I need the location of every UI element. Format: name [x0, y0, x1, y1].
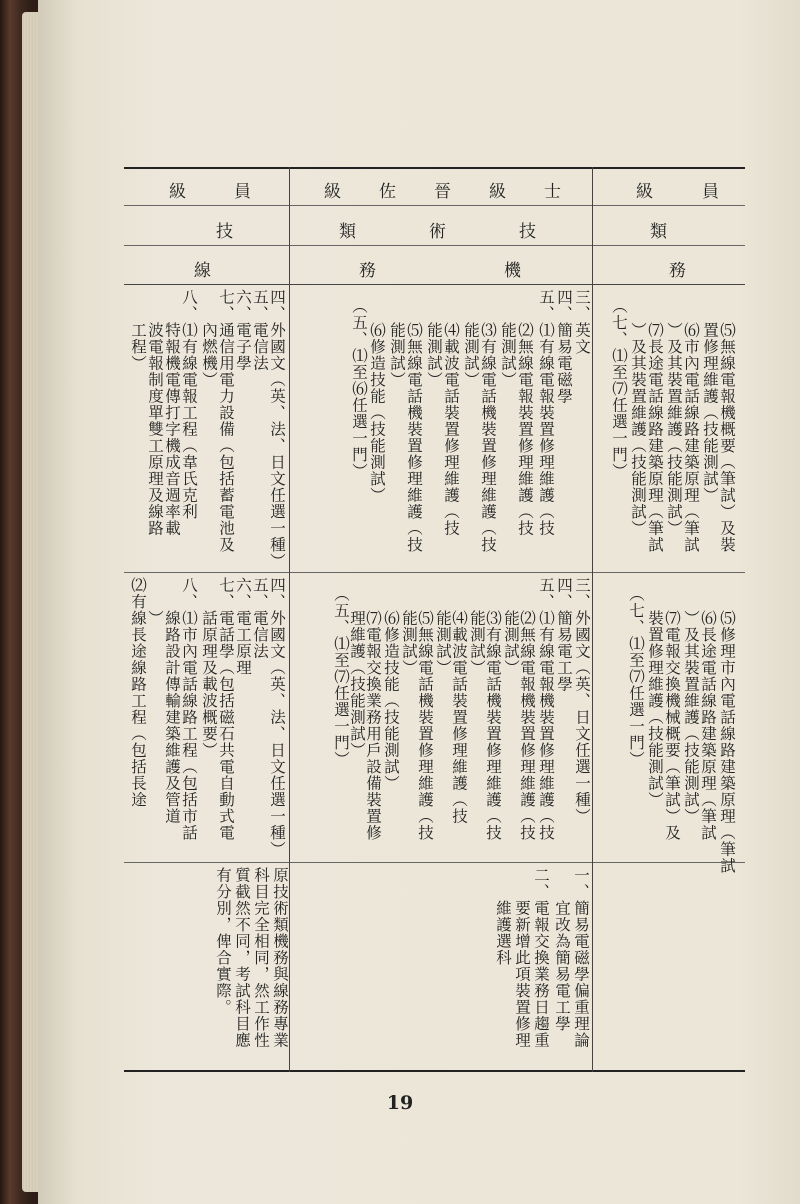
bottom-mid-col-6: ⑶有線電話機裝置修理維護（技 [484, 577, 502, 841]
bottom-left-col-6: 八、⑴市內電話線路工程（包括市話 [180, 577, 198, 841]
top-mid-col-8: ⑷載波電話裝置修理維護（技 [442, 289, 460, 537]
bottom-mid-col-3: 五、⑴有線電報機裝置修理維護（技 [537, 577, 555, 841]
bottom-mid-col-15: （五、⑴至⑺任選一門） [332, 577, 350, 768]
top-right-col-3: ⑹市內電話線路建築原理（筆試 [682, 289, 700, 553]
bottom-right-col-5: 裝置修理維護（技能測試） [646, 577, 664, 808]
bottom-mid-col-4: ⑵無線電報機裝置修理維護（技 [518, 577, 536, 841]
bottom-left-col-1: 四、外國文（英、法、日文任選一種） [268, 577, 286, 858]
header-rule-3 [124, 284, 745, 285]
bottom-mid-col-10: ⑸無線電話機裝置修理維護（技 [416, 577, 434, 841]
header-mid-3a: 務 [359, 261, 376, 281]
bottom-right-col-2: ⑹長途電話線路建築原理（筆試 [699, 577, 717, 841]
bottom-right-col-1: ⑸修理市內電話線路建築原理（筆試 [718, 577, 736, 874]
bottom-mid-col-1: 三、外國文（英、日文任選一種） [573, 577, 591, 825]
bottom-mid-col-5: 能測試） [502, 577, 520, 676]
top-left-col-1: 四、外國文（英、法、日文任選一種） [268, 289, 286, 570]
top-right-col-5: ⑺長途電話線路建築原理（筆試 [646, 289, 664, 553]
top-mid-col-10: ⑸無線電話機裝置修理維護（技 [405, 289, 423, 553]
top-right-col-7: （七、⑴至⑺任選一門） [610, 289, 628, 480]
section-rule-1 [124, 572, 745, 573]
top-mid-col-9: 能測試） [425, 289, 443, 388]
page-number: 19 [386, 1092, 414, 1114]
note-left-2: 科目完全相同，然工作性 [252, 867, 270, 1049]
bottom-mid-col-7: 能測試） [468, 577, 486, 676]
top-mid-col-2: 四、簡易電磁學 [555, 289, 573, 405]
header-mid-2b: 術 [429, 222, 446, 242]
header-mid-3b: 機 [504, 261, 521, 281]
header-mid-1b: 佐 [379, 182, 396, 202]
bottom-mid-col-12: ⑹修造技能（技能測試） [382, 577, 400, 792]
note-left-1: 原技術類機務與線務專業 [271, 867, 289, 1049]
header-left-1b: 員 [234, 182, 251, 202]
top-left-col-5: 內燃機） [200, 289, 218, 388]
top-right-col-1: ⑸無線電報機概要（筆試）及裝 [718, 289, 736, 553]
bottom-left-col-3: 六、電工原理 [234, 577, 252, 676]
top-mid-col-5: 能測試） [499, 289, 517, 388]
bottom-left-col-5: 話原理及載波概要） [200, 577, 218, 759]
bottom-mid-col-14: 理維護（技能測試） [348, 577, 366, 759]
top-mid-col-12: ⑹修造技能（技能測試） [368, 289, 386, 504]
header-mid-2c: 技 [519, 222, 536, 242]
bottom-mid-col-11: 能測試） [400, 577, 418, 676]
top-mid-col-4: ⑵無線電報裝置修理維護（技 [516, 289, 534, 537]
header-mid-1e: 士 [544, 182, 561, 202]
bottom-left-col-8: ） [146, 577, 164, 627]
header-mid-1d: 級 [489, 182, 506, 202]
header-right-1a: 級 [636, 182, 653, 202]
bottom-left-col-2: 五、電信法 [251, 577, 269, 660]
header-left-3a: 線 [194, 261, 211, 281]
top-mid-col-7: 能測試） [462, 289, 480, 388]
top-mid-col-3: 五、⑴有線電報裝置修理維護（技 [537, 289, 555, 537]
bottom-right-col-6: （七、⑴至⑺任選一門） [627, 577, 645, 768]
note-left-4: 有分別，俾合實際。 [214, 867, 232, 1016]
top-left-col-9: 工程） [129, 289, 147, 372]
top-mid-col-1: 三、英文 [573, 289, 591, 355]
note-middle-4: 要新增此項裝置修理 [513, 867, 531, 1049]
top-left-col-7: 特報機電傳打字機成音週率載 [163, 289, 181, 537]
header-mid-1a: 級 [324, 182, 341, 202]
header-right-3a: 務 [669, 261, 686, 281]
header-mid-2a: 類 [339, 222, 356, 242]
bottom-left-col-9: ⑵有線長途線路工程（包括長途 [129, 577, 147, 808]
table-top-rule [124, 167, 745, 169]
bottom-mid-col-13: ⑺電報交換業務用戶設備裝置修 [364, 577, 382, 841]
note-middle-5: 維護選科 [494, 867, 512, 966]
top-right-col-4: ）及其裝置維護（技能測試） [665, 289, 683, 537]
top-left-col-6: 八、⑴有線電報工程（韋氏克利 [180, 289, 198, 520]
top-mid-col-6: ⑶有線電話機裝置修理維護（技 [479, 289, 497, 553]
column-divider-left [289, 167, 290, 1072]
column-divider-right [592, 167, 593, 1072]
bottom-right-col-4: ⑺電報交換機械概要（筆試）及 [663, 577, 681, 841]
header-mid-1c: 晉 [434, 182, 451, 202]
top-left-col-8: 波電報制度單雙工原理及線路 [146, 289, 164, 537]
top-mid-col-11: 能測試） [388, 289, 406, 388]
section-rule-2 [124, 862, 745, 863]
bottom-right-col-3: ）及其裝置維護（技能測試） [682, 577, 700, 825]
top-right-col-2: 置修理維護（技能測試） [701, 289, 719, 504]
bottom-mid-col-9: 能測試） [434, 577, 452, 676]
header-rule-2 [124, 245, 745, 246]
header-left-1a: 級 [169, 182, 186, 202]
top-left-col-4: 七、通信用電力設備（包括蓄電池及 [217, 289, 235, 553]
top-mid-col-13: （五、⑴至⑹任選一門） [350, 289, 368, 480]
header-left-2a: 技 [216, 222, 233, 242]
header-right-2a: 類 [650, 222, 667, 242]
bottom-mid-col-8: ⑷載波電話裝置修理維護（技 [450, 577, 468, 825]
note-middle-3: 二、電報交換業務日趨重 [532, 867, 550, 1049]
exam-subject-table [124, 167, 745, 1072]
top-right-col-6: ）及其裝置維護（技能測試） [629, 289, 647, 537]
header-rule-1 [124, 205, 745, 206]
top-left-col-2: 五、電信法 [251, 289, 269, 372]
bottom-left-col-7: 線路設計傳輸建築維護及管道 [163, 577, 181, 825]
note-left-3: 質截然不同，考試科目應 [233, 867, 251, 1049]
note-middle-1: 一、簡易電磁學偏重理論 [572, 867, 590, 1049]
note-middle-2: 宜改為簡易電工學 [553, 867, 571, 1032]
top-left-col-3: 六、電子學 [234, 289, 252, 372]
bottom-left-col-4: 七、電話學（包括磁石共電自動式電 [217, 577, 235, 841]
header-right-1b: 員 [702, 182, 719, 202]
table-bottom-rule [124, 1070, 745, 1072]
bottom-mid-col-2: 四、簡易電工學 [555, 577, 573, 693]
